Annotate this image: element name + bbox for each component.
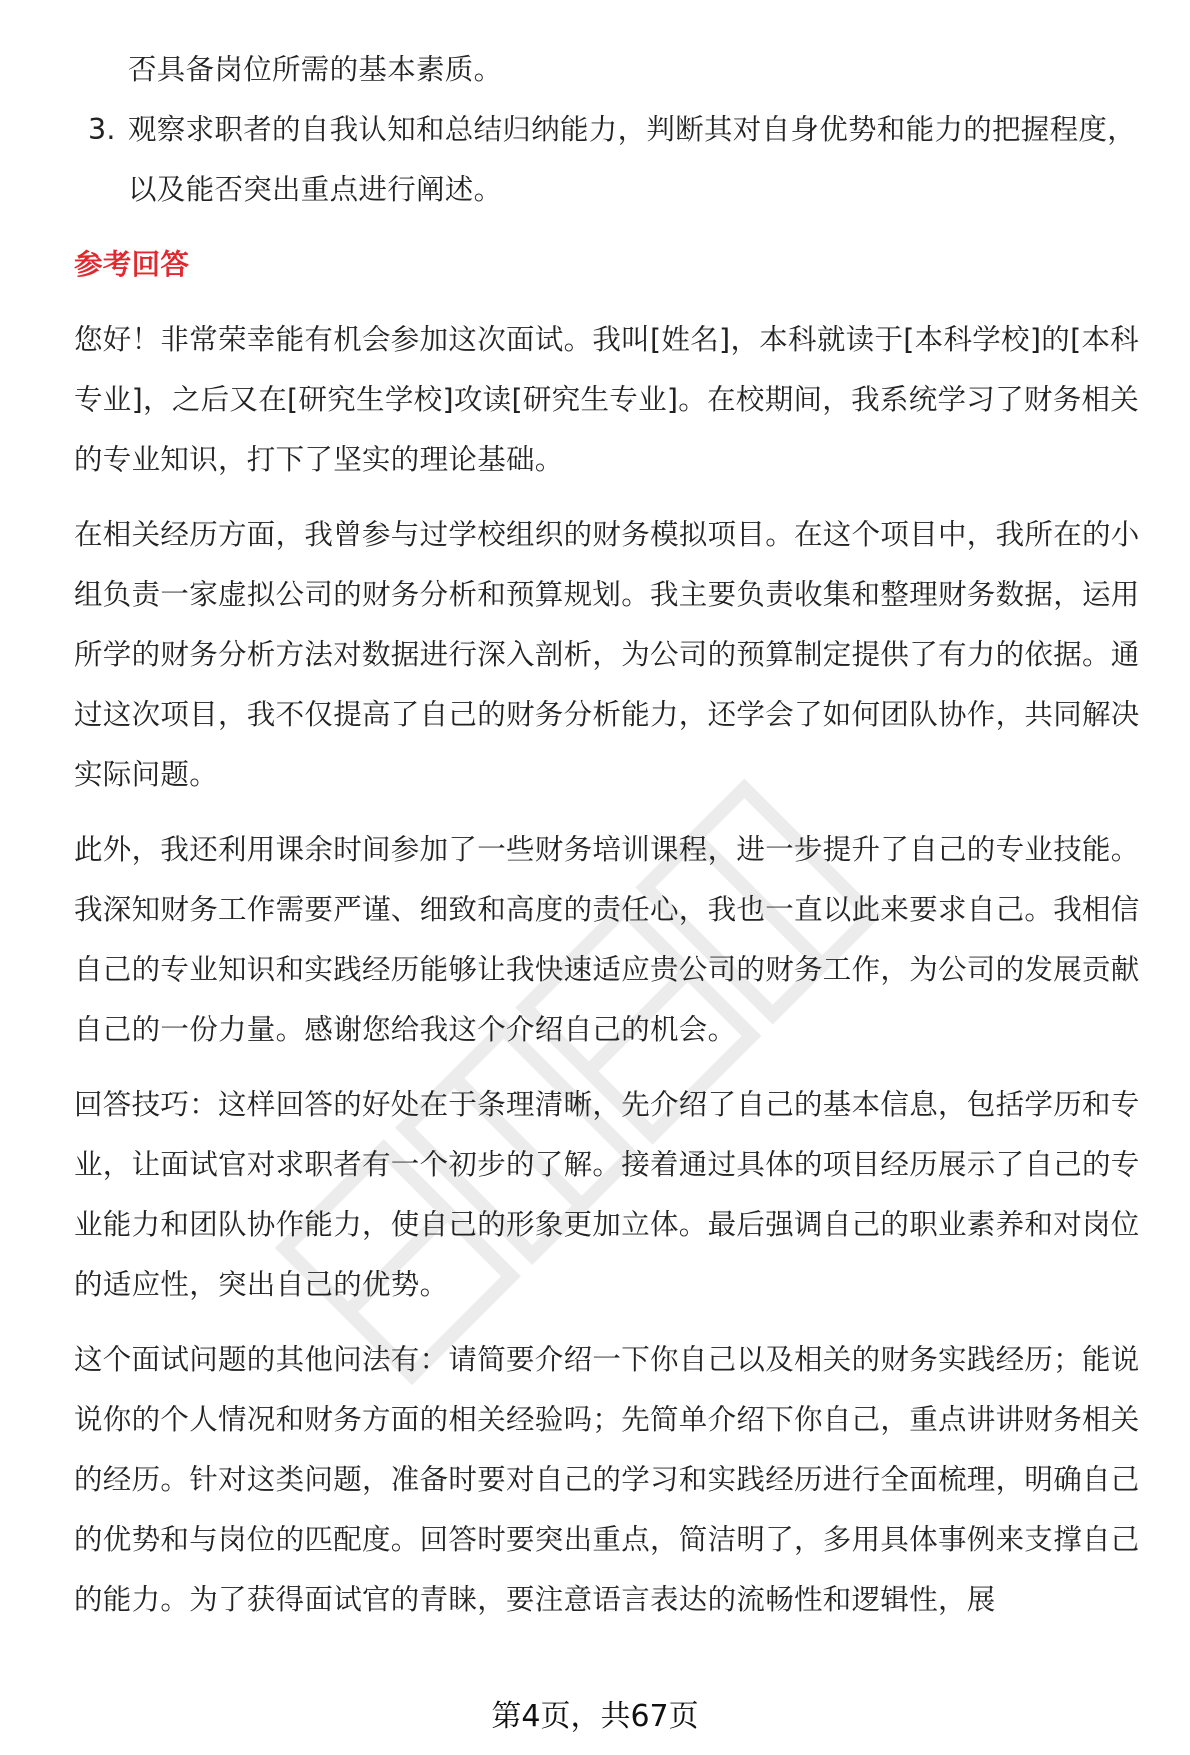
answer-paragraph-3: 此外，我还利用课余时间参加了一些财务培训课程，进一步提升了自己的专业技能。我深知财务工作需要严谨、细致和高度的责任心，我也一直以此来要求自己。我相信自己的专业知识和实践经历能够让我快速适应贵公司的财务工作，为公司的发展贡献自己的一份力量。感谢您给我这个介绍自己的机会。 bbox=[74, 833, 1140, 1046]
continued-list-text: 否具备岗位所需的基本素质。 bbox=[128, 53, 503, 86]
section-heading: 参考回答 bbox=[74, 248, 190, 281]
list-item-3 bbox=[74, 100, 1154, 220]
page-number-footer: 第4页，共67页 bbox=[491, 1699, 699, 1734]
alternative-questions-paragraph: 这个面试问题的其他问法有：请简要介绍一下你自己以及相关的财务实践经历；能说说你的个人情况和财务方面的相关经验吗；先简单介绍下你自己，重点讲讲财务相关的经历。针对这类问题，准备时要对自己的学习和实践经历进行全面梳理，明确自己的优势和与岗位的匹配度。回答时要突出重点，简洁明了，多用具体事例来支撑自己的能力。为了获得面试官的青睐，要注意语言表达的流畅性和逻辑性，展 bbox=[74, 1343, 1140, 1616]
document-body bbox=[74, 40, 1154, 1630]
tips-paragraph: 回答技巧：这样回答的好处在于条理清晰，先介绍了自己的基本信息，包括学历和专业，让面试官对求职者有一个初步的了解。接着通过具体的项目经历展示了自己的专业能力和团队协作能力，使自己的形象更加立体。最后强调自己的职业素养和对岗位的适应性，突出自己的优势。 bbox=[74, 1088, 1140, 1301]
answer-paragraph-2: 在相关经历方面，我曾参与过学校组织的财务模拟项目。在这个项目中，我所在的小组负责一家虚拟公司的财务分析和预算规划。我主要负责收集和整理财务数据，运用所学的财务分析方法对数据进行深入剖析，为公司的预算制定提供了有力的依据。通过这次项目，我不仅提高了自己的财务分析能力，还学会了如何团队协作，共同解决实际问题。 bbox=[74, 518, 1140, 791]
answer-paragraph-1: 您好！非常荣幸能有机会参加这次面试。我叫[姓名]，本科就读于[本科学校]的[本科专业]，之后又在[研究生学校]攻读[研究生专业]。在校期间，我系统学习了财务相关的专业知识，打下了坚实的理论基础。 bbox=[74, 323, 1140, 476]
list-item-number: 3. bbox=[88, 113, 116, 146]
list-item-text: 观察求职者的自我认知和总结归纳能力，判断其对自身优势和能力的把握程度，以及能否突出重点进行阐述。 bbox=[128, 113, 1137, 206]
